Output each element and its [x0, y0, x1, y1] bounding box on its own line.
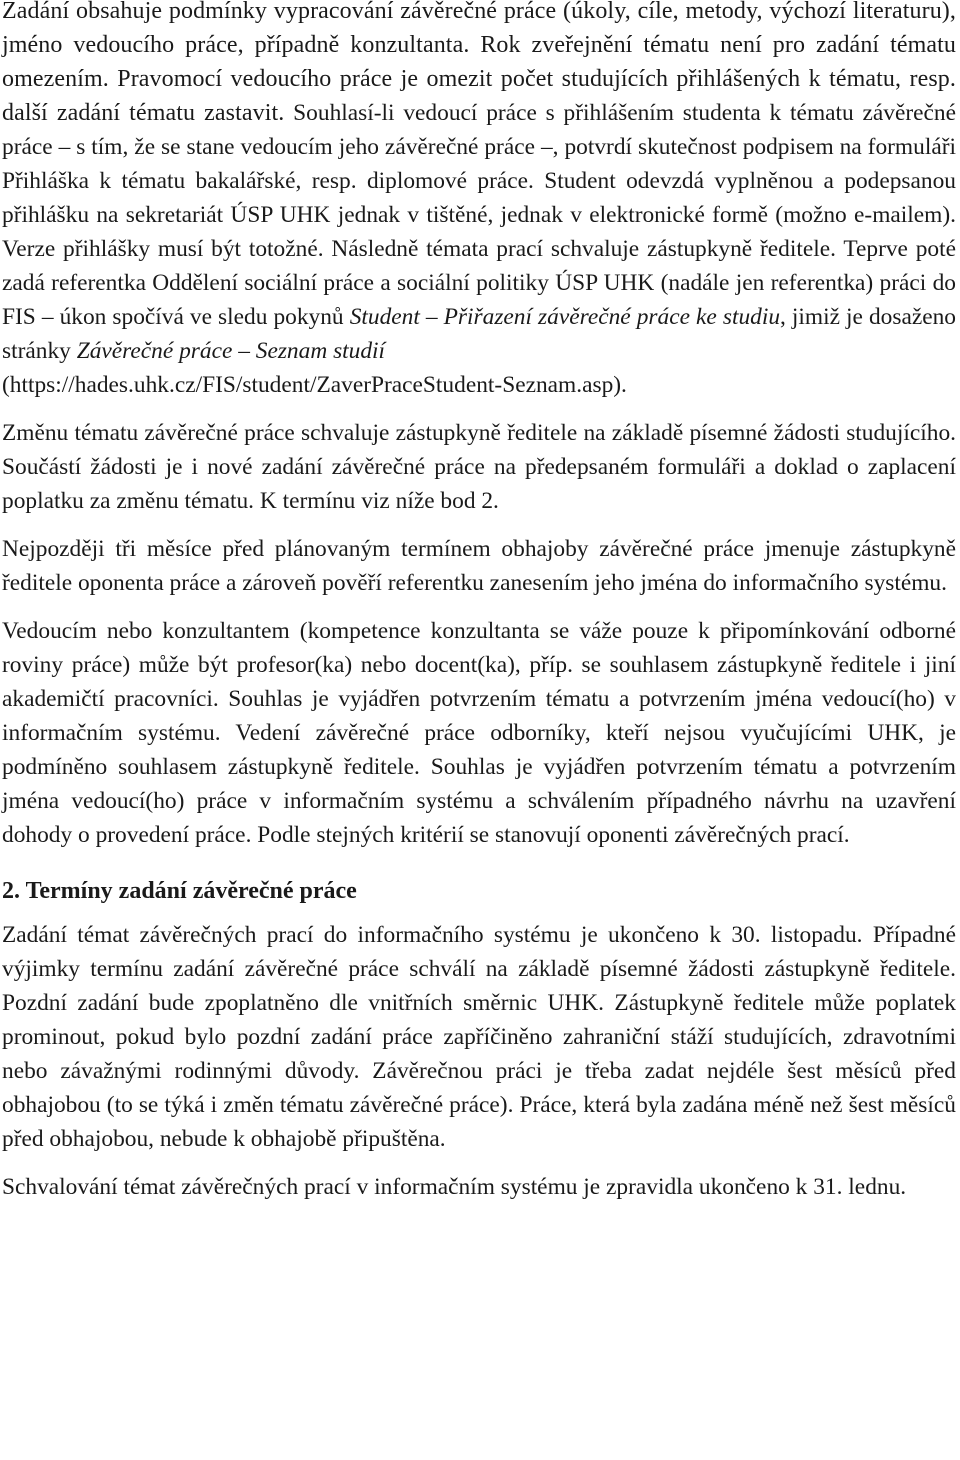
paragraph-approval: Schvalování témat závěrečných prací v informačním systému je zpravidla ukončeno k 31. lednu. [2, 1174, 907, 1200]
fis-url-link[interactable]: (https://hades.uhk.cz/FIS/student/ZaverPraceStudent-Seznam.asp). [2, 372, 627, 398]
paragraph-topic-change: Změnu tématu závěrečné práce schvaluje zástupkyně ředitele na základě písemné žádosti studujícího. Součástí žádosti je i nové zadání závěrečné práce na předepsaném formuláři a doklad o zaplacení poplatku za změnu tématu. K termínu viz níže bod 2. [2, 420, 956, 514]
intro-lead-text: Zadání obsahuje podmínky vypracování závěrečné práce (úkoly, cíle, metody, výchozí literaturu), jméno vedoucího práce, případně konzultanta. Rok zveřejnění tématu není pro zadání tématu omezením. Pravomocí vedoucího práce je omezit počet studujících přihlášených k tématu, resp. další zadání tématu zastavit. [2, 0, 956, 126]
section-2-heading: 2. Termíny zadání závěrečné práce [2, 878, 357, 904]
intro-italic-seznam-studii: Závěrečné práce – Seznam studií [76, 338, 386, 364]
intro-text-part1: Souhlasí-li vedoucí práce s přihlášením studenta k tématu závěrečné práce – s tím, že se stane vedoucím jeho závěrečné práce –, potvrdí skutečnost podpisem na formuláři Přihláška k tématu bakalářské, resp. diplomové práce. Student odevzdá vyplněnou a podepsanou přihlášku na sekretariát ÚSP UHK jednak v tištěné, jednak v elektronické formě (možno e-mailem). Verze přihlášky musí být totožné. Následně témata prací schvaluje zástupkyně ředitele. Teprve poté zadá referentka Oddělení sociální práce a sociální politiky ÚSP UHK (nadále jen referentka) práci do FIS – úkon spočívá ve sledu pokynů [2, 100, 956, 330]
intro-italic-student-path: Student – Přiřazení závěrečné práce ke studiu [349, 304, 781, 330]
paragraph-supervisor: Vedoucím nebo konzultantem (kompetence konzultanta se váže pouze k připomínkování odborné roviny práce) může být profesor(ka) nebo docent(ka), příp. se souhlasem zástupkyně ředitele i jiní akademičtí pracovníci. Souhlas je vyjádřen potvrzením tématu a potvrzením jména vedoucí(ho) v informačním systému. Vedení závěrečné práce odborníky, kteří nejsou vyučujícími UHK, je podmíněno souhlasem zástupkyně ředitele. Souhlas je vyjádřen potvrzením tématu a potvrzením jména vedoucí(ho) práce v informačním systému a schválením případného návrhu na uzavření dohody o provedení práce. Podle stejných kritérií se stanovují oponenti závěrečných prací. [2, 618, 956, 848]
paragraph-deadline: Zadání témat závěrečných prací do informačního systému je ukončeno k 30. listopadu. Případné výjimky termínu zadání závěrečné práce schválí na základě písemné žádosti zástupkyně ředitele. Pozdní zadání bude zpoplatněno dle vnitřních směrnic UHK. Zástupkyně ředitele může poplatek prominout, pokud bylo pozdní zadání práce zapříčiněno zahraniční stáží studujících, zdravotními nebo závažnými rodinnými důvody. Závěrečnou práci je třeba zadat nejdéle šest měsíců před obhajobou (to se týká i změn tématu závěrečné práce). Práce, která byla zadána méně než šest měsíců před obhajobou, nebude k obhajobě připuštěna. [2, 922, 956, 1152]
intro-text-part2: , jimiž je dosaženo stránky [2, 304, 956, 364]
paragraph-opponent: Nejpozději tři měsíce před plánovaným termínem obhajoby závěrečné práce jmenuje zástupkyně ředitele oponenta práce a zároveň pověří referentku zanesením jeho jména do informačního systému. [2, 536, 956, 596]
intro-paragraph [2, 0, 956, 402]
